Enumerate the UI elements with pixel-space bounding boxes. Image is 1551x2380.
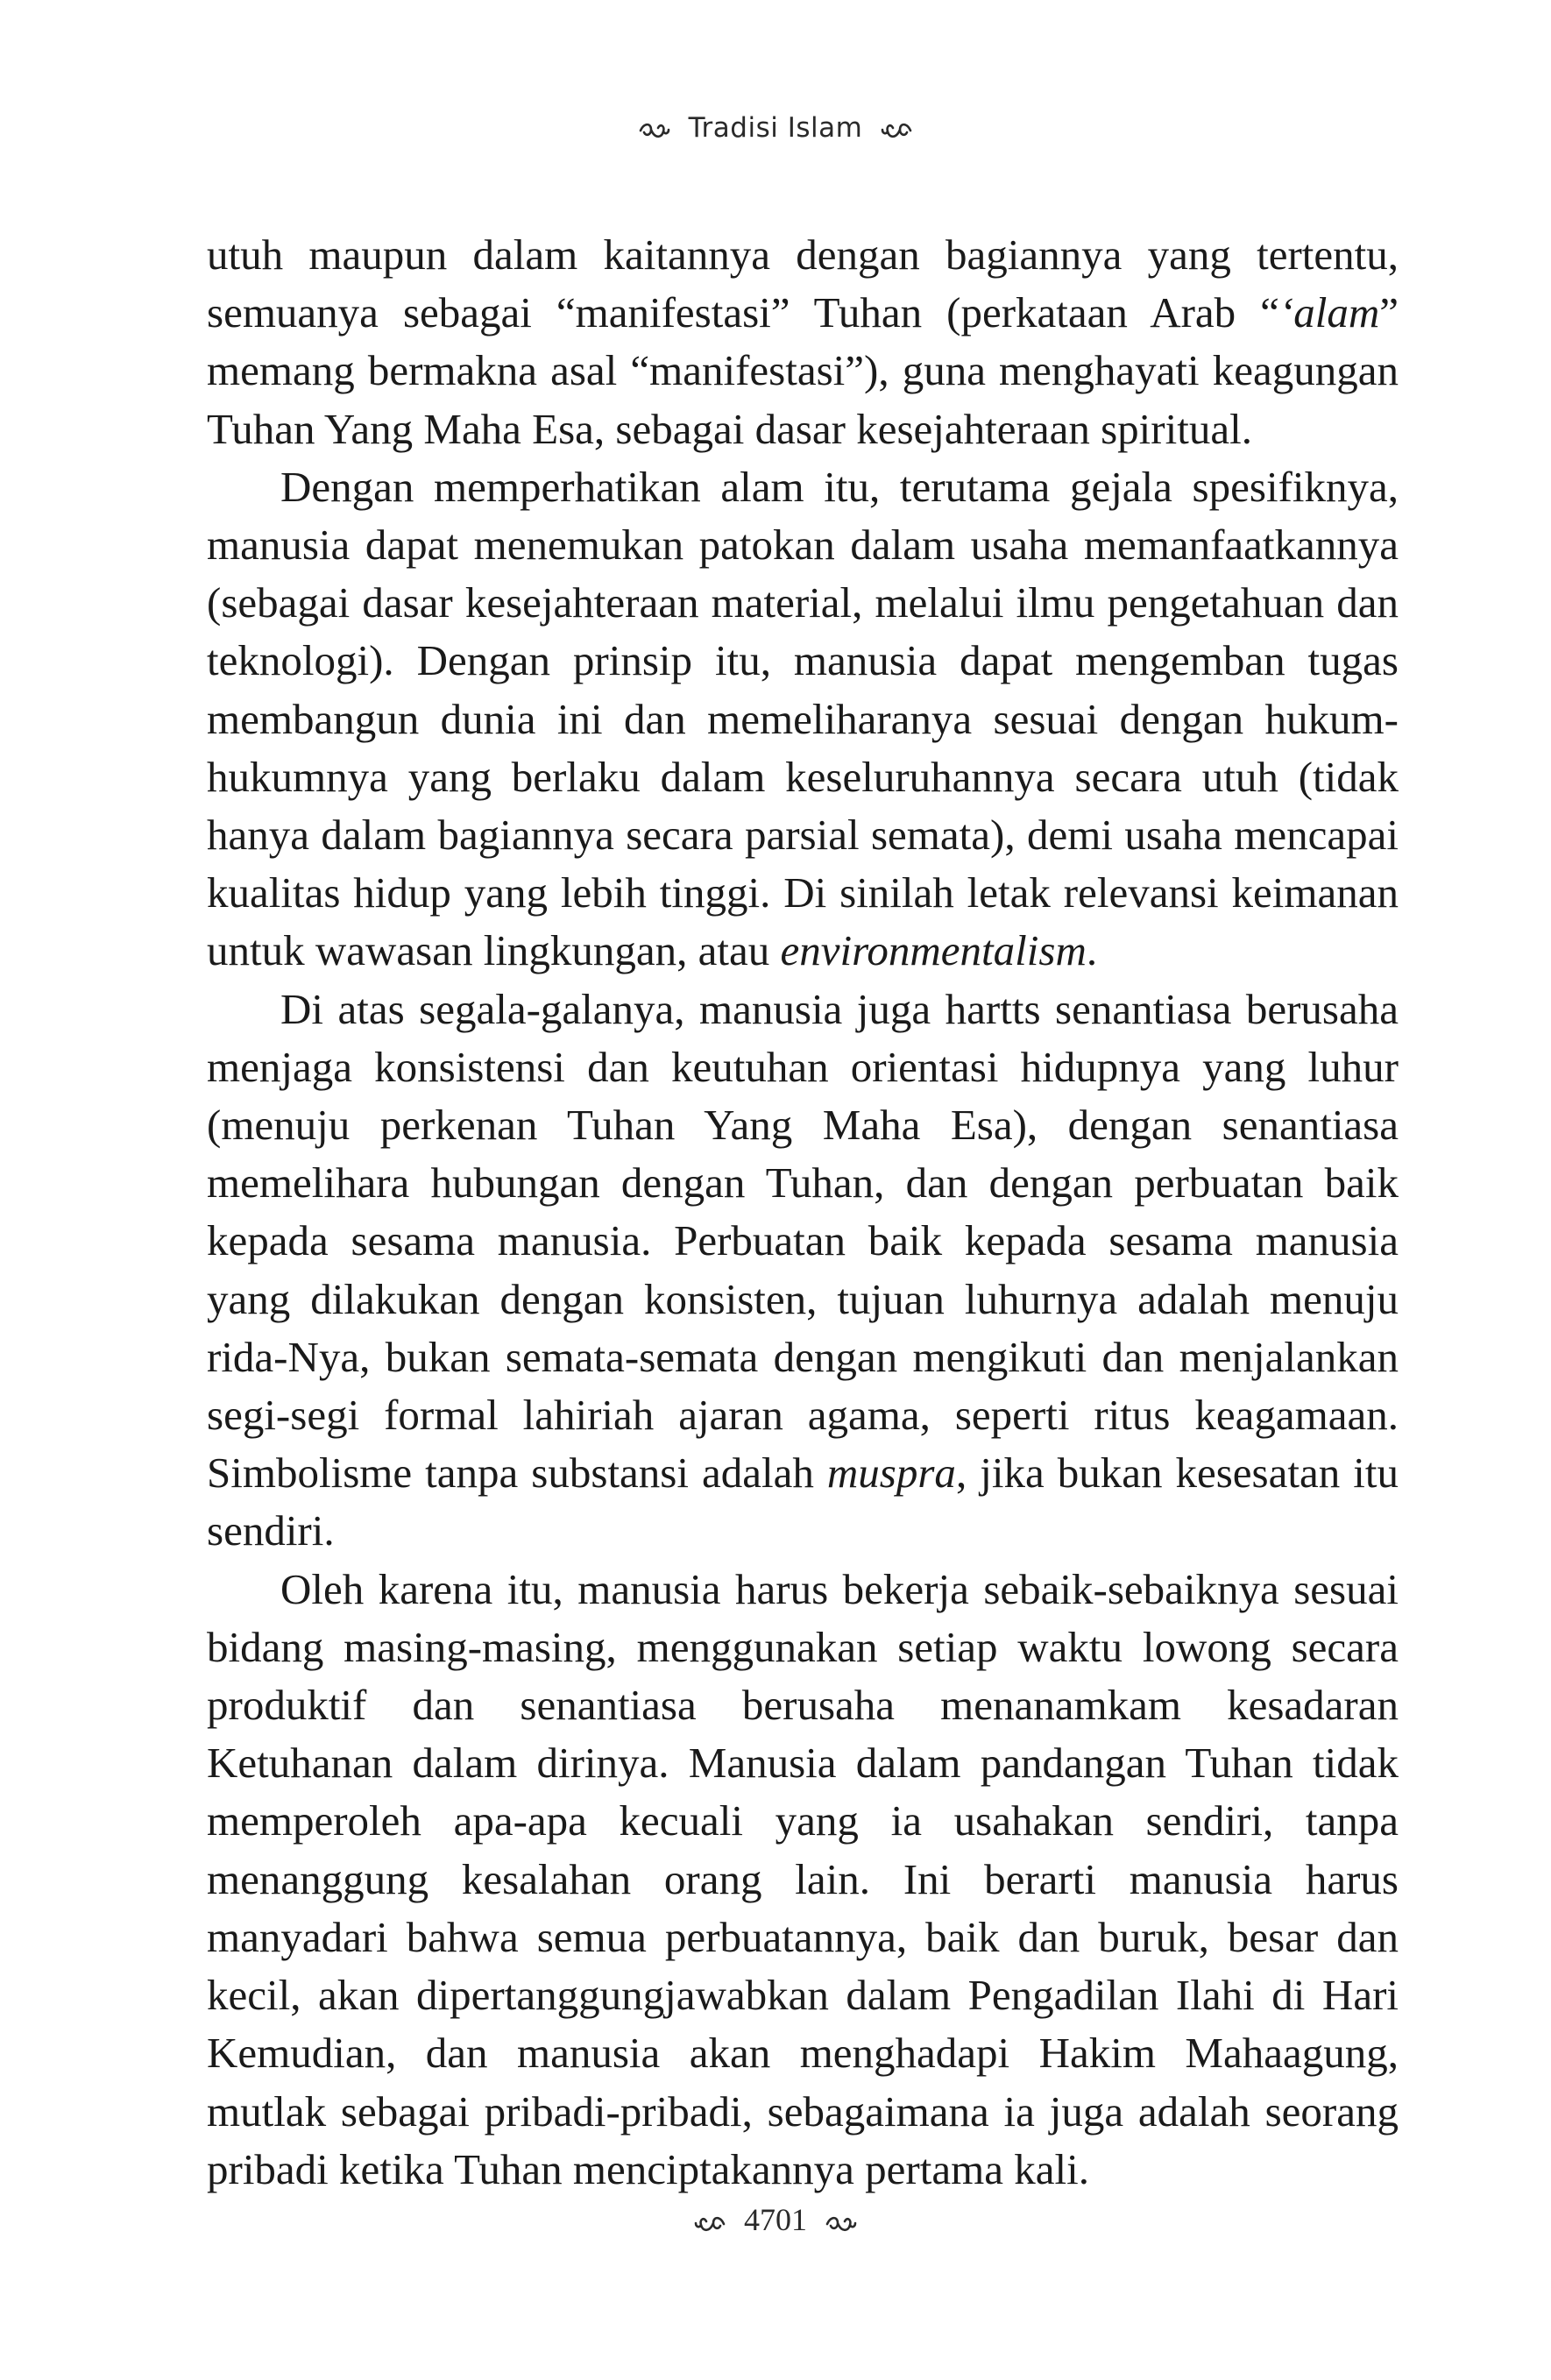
ornament-right-icon: [881, 114, 912, 145]
text-run: .: [1086, 926, 1098, 975]
text-run: Dengan memperhatikan alam itu, terutama gejala spesifiknya, manusia dapat menemukan patokan dalam usaha memanfaatkannya (sebagai dasar kesejahteraan material, melalui ilmu pengetahuan dan teknologi). Dengan prinsip itu, manusia dapat mengemban tugas membangun dunia ini dan memeliharanya sesuai dengan hukum-hukumnya yang berlaku dalam keseluruhannya secara utuh (tidak hanya dalam bagiannya secara parsial semata), demi usaha mencapai kualitas hidup yang lebih tinggi. Di sinilah letak relevansi keimanan untuk wawasan lingkungan, atau: [207, 462, 1399, 975]
text-run: , jika bukan kesesatan itu sendiri.: [207, 1449, 1399, 1555]
italic-term: ‘alam: [1278, 288, 1380, 337]
running-head-title: Tradisi Islam: [688, 112, 863, 144]
body-text: [207, 226, 1399, 2199]
paragraph: [207, 981, 1399, 1561]
italic-term: environmentalism: [780, 926, 1087, 975]
running-head: [0, 112, 1551, 145]
text-run: Oleh karena itu, manusia harus bekerja sebaik-sebaiknya sesuai bidang masing-masing, menggunakan setiap waktu lowong secara produktif dan senantiasa berusaha menanamkam kesadaran Ketuhanan dalam dirinya. Manusia dalam pandangan Tuhan tidak memperoleh apa-apa kecuali yang ia usahakan sendiri, tanpa menanggung kesalahan orang lain. Ini berarti manusia harus manyadari bahwa semua perbuatannya, baik dan buruk, besar dan kecil, akan dipertanggungjawabkan dalam Pengadilan Ilahi di Hari Kemudian, dan manusia akan menghadapi Hakim Mahaagung, mutlak sebagai pribadi-pribadi, sebagaimana ia juga adalah seorang pribadi ketika Tuhan menciptakannya pertama kali.: [207, 1564, 1399, 2193]
page-number: 4701: [744, 2202, 807, 2237]
paragraph: [207, 226, 1399, 458]
text-run: ” memang bermakna asal “manifestasi”), guna menghayati keagungan Tuhan Yang Maha Esa, sebagai dasar kesejahteraan spiritual.: [207, 288, 1399, 453]
italic-term: muspra: [826, 1449, 956, 1498]
paragraph: [207, 458, 1399, 981]
ornament-left-icon: [639, 114, 670, 145]
text-run: utuh maupun dalam kaitannya dengan bagiannya yang tertentu, semuanya sebagai “manifestasi” Tuhan (perkataan Arab “: [207, 230, 1399, 337]
text-run: Di atas segala-galanya, manusia juga hartts senantiasa berusaha menjaga konsistensi dan keutuhan orientasi hidupnya yang luhur (menuju perkenan Tuhan Yang Maha Esa), dengan senantiasa memelihara hubungan dengan Tuhan, dan dengan perbuatan baik kepada sesama manusia. Perbuatan baik kepada sesama manusia yang dilakukan dengan konsisten, tujuan luhurnya adalah menuju rida-Nya, bukan semata-semata dengan mengikuti dan menjalankan segi-segi formal lahiriah ajaran agama, seperti ritus keagamaan. Simbolisme tanpa substansi adalah: [207, 984, 1399, 1498]
footer-ornament-right-icon: [824, 2207, 859, 2238]
footer-ornament-left-icon: [692, 2207, 727, 2238]
paragraph: [207, 1561, 1399, 2199]
page-footer: [0, 2201, 1551, 2238]
